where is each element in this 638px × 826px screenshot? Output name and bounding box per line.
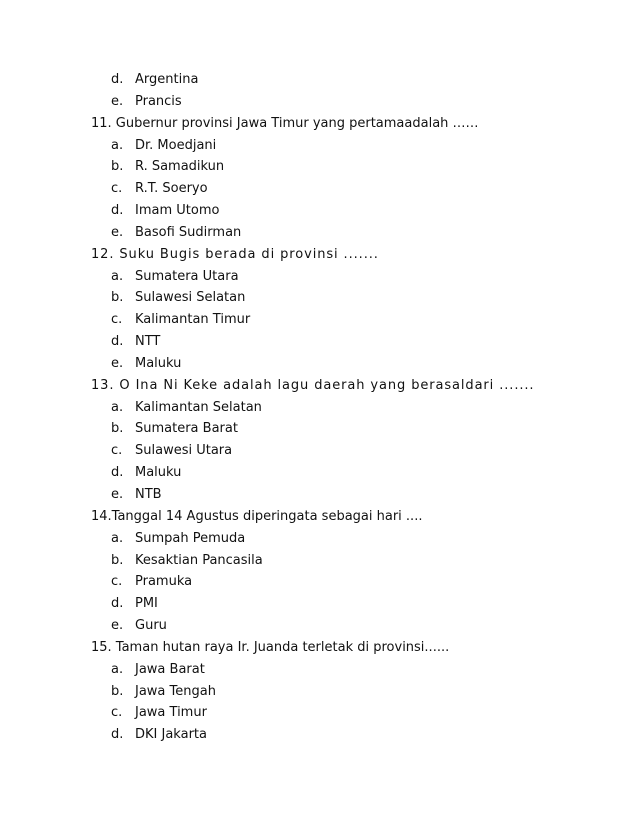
option-text: Kalimantan Timur	[135, 312, 251, 328]
answer-option	[111, 289, 245, 307]
answer-option	[111, 442, 232, 460]
option-letter: a.	[111, 399, 124, 415]
option-letter: b.	[111, 552, 124, 568]
option-text: Maluku	[135, 355, 182, 371]
option-letter: e.	[111, 487, 124, 502]
option-letter: d.	[111, 203, 124, 218]
answer-option	[111, 552, 263, 570]
option-letter: c.	[111, 181, 123, 197]
answer-option	[111, 333, 160, 351]
question-text: 15. Taman hutan raya Ir. Juanda terletak di provinsi......	[91, 639, 450, 655]
option-text: Sumpah Pemuda	[135, 530, 246, 546]
option-letter: c.	[111, 443, 123, 459]
answer-option	[111, 311, 250, 329]
option-letter: a.	[111, 137, 124, 153]
option-text: NTB	[135, 487, 162, 502]
option-text: Sumatera Utara	[135, 268, 239, 284]
answer-option	[111, 661, 205, 679]
option-text: Sulawesi Selatan	[135, 290, 246, 306]
answer-option	[111, 93, 182, 111]
question-text: 14.Tanggal 14 Agustus diperingata sebagai hari ....	[91, 508, 423, 524]
option-letter: a.	[111, 268, 124, 284]
option-text: Pramuka	[135, 574, 193, 590]
option-text: Jawa Tengah	[135, 683, 216, 699]
answer-option	[111, 202, 219, 220]
option-text: Basofi Sudirman	[135, 224, 242, 240]
option-letter: d.	[111, 465, 124, 481]
option-letter: e.	[111, 224, 124, 240]
option-text: Sumatera Barat	[135, 421, 238, 437]
answer-option	[111, 595, 158, 613]
option-text: PMI	[135, 596, 158, 612]
question-text: 11. Gubernur provinsi Jawa Timur yang pertamaadalah ……	[91, 115, 479, 131]
option-letter: a.	[111, 530, 124, 546]
option-letter: d.	[111, 72, 124, 87]
question-text: 12. Suku Bugis berada di provinsi .......	[91, 246, 379, 262]
answer-option	[111, 573, 192, 591]
answer-option	[111, 180, 208, 198]
option-letter: e.	[111, 355, 124, 371]
option-text: R. Samadikun	[135, 159, 225, 175]
option-text: Dr. Moedjani	[135, 137, 217, 153]
option-letter: e.	[111, 618, 124, 633]
answer-option	[111, 420, 238, 438]
option-text: Jawa Timur	[135, 705, 207, 721]
option-text: DKI Jakarta	[135, 727, 207, 743]
answer-option	[111, 137, 216, 155]
question-text: 13. O Ina Ni Keke adalah lagu daerah yang berasaldari .......	[91, 377, 535, 393]
answer-option	[111, 726, 207, 744]
answer-option	[111, 704, 207, 722]
option-text: Argentina	[135, 72, 199, 87]
option-text: Prancis	[135, 93, 182, 109]
option-letter: d.	[111, 727, 124, 743]
answer-option	[111, 158, 224, 176]
option-text: Sulawesi Utara	[135, 443, 233, 459]
option-text: Imam Utomo	[135, 203, 220, 218]
option-text: R.T. Soeryo	[135, 181, 208, 197]
answer-option	[111, 530, 245, 548]
option-text: Kesaktian Pancasila	[135, 552, 263, 568]
answer-option	[111, 355, 181, 373]
option-text: NTT	[135, 334, 161, 350]
option-letter: e.	[111, 93, 124, 109]
option-text: Maluku	[135, 465, 182, 481]
answer-option	[111, 617, 167, 635]
option-letter: c.	[111, 312, 123, 328]
option-letter: a.	[111, 661, 124, 677]
option-letter: b.	[111, 683, 124, 699]
answer-option	[111, 224, 241, 242]
option-letter: d.	[111, 596, 124, 612]
option-letter: b.	[111, 290, 124, 306]
answer-option	[111, 268, 239, 286]
answer-option	[111, 683, 216, 701]
option-text: Kalimantan Selatan	[135, 399, 262, 415]
answer-option	[111, 71, 198, 89]
option-letter: c.	[111, 574, 123, 590]
answer-option	[111, 464, 181, 482]
option-letter: b.	[111, 421, 124, 437]
option-letter: c.	[111, 705, 123, 721]
option-letter: d.	[111, 334, 124, 350]
answer-option	[111, 486, 162, 504]
answer-option	[111, 399, 262, 417]
option-text: Guru	[135, 618, 167, 633]
option-letter: b.	[111, 159, 124, 175]
option-text: Jawa Barat	[135, 661, 205, 677]
